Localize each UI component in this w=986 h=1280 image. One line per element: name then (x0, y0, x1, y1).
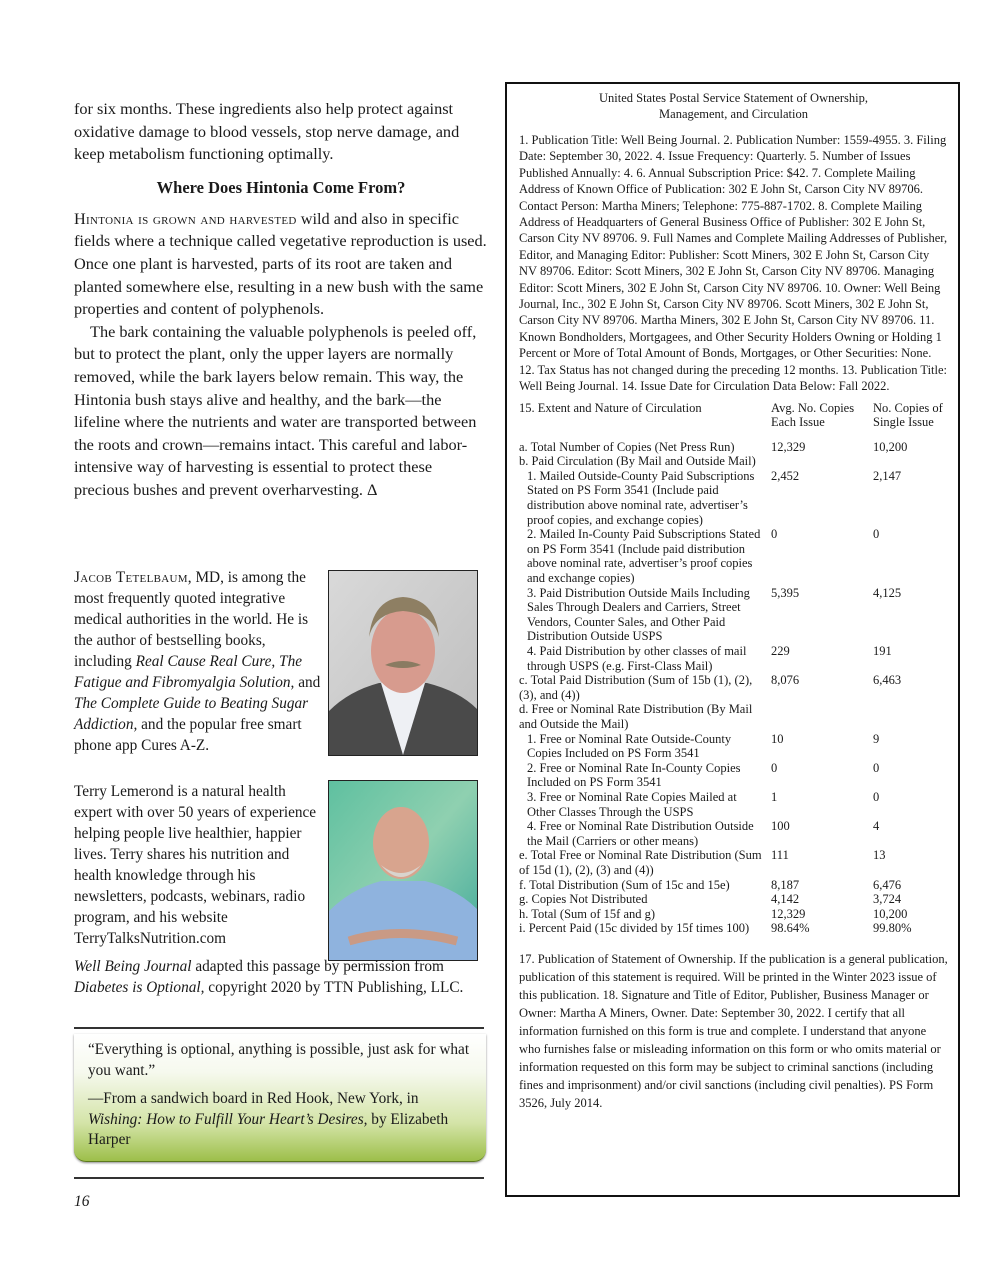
adaptation-credit: Well Being Journal adapted this passage by permission from Diabetes is Optional, copyright 2020 by TTN Publishing, LLC. (74, 958, 464, 996)
table-row: 4. Paid Distribution by other classes of mail through USPS (e.g. First-Class Mail) 229 191 (527, 644, 892, 673)
column-header: Avg. No. Copies Each Issue (771, 400, 855, 430)
divider-rule (74, 1177, 484, 1179)
statement-footer: 17. Publication of Statement of Ownership. If the publication is a general publication, publication of this statement is required. Will be printed in the Winter 2023 issue of this publication. 18. Signature and Title of Editor, Publisher, Business Manager or Owner: Martha A Miners, Owner. Date: September 30, 2022. I certify that all information furnished on this form is true and complete. I understand that anyone who furnishes false or misleading information on this form or who omits material or information requested on this form may be subject to criminal sanctions (including fines and imprisonment) and/or civil sanctions (including civil penalties). PS Form 3526, July 2014. (519, 951, 948, 1110)
circulation-table (519, 401, 948, 936)
author-bio-lemerond: Terry Lemerond is a natural health expert with over 50 years of experience helping people live healthier, happier lives. Terry shares his nutrition and health knowledge through his newsletters, podcasts, webinars, radio program, and his website TerryTalksNutrition.com (74, 783, 317, 947)
table-row: i. Percent Paid (15c divided by 15f times 100) 98.64% 99.80% (519, 921, 912, 936)
lead-in-smallcaps: Hintonia is grown and harvested (74, 208, 297, 228)
book-title: The Complete Guide to Beating Sugar Addiction, (74, 695, 309, 733)
journal-name: Well Being Journal (74, 958, 192, 975)
table-row: d. Free or Nominal Rate Distribution (By Mail and Outside the Mail) (519, 702, 753, 731)
table-row: 3. Free or Nominal Rate Copies Mailed at Other Classes Through the USPS 1 0 (527, 789, 880, 819)
book-title: Wishing: How to Fulfill Your Heart’s Desires, (88, 1110, 368, 1128)
usps-statement-box (505, 82, 960, 1197)
table-row: c. Total Paid Distribution (Sum of 15b (1), (2), (3), and (4)) 8,076 6,463 (519, 673, 902, 702)
book-title: Real Cause Real Cure, The Fatigue and Fibromyalgia Solution, (74, 653, 303, 691)
statement-body: 1. Publication Title: Well Being Journal. 2. Publication Number: 1559-4955. 3. Filing Date: September 30, 2022. 4. Issue Frequency: Quarterly. 5. Number of Issues Published Annually: 4. 6. Annual Subscription Price: $42. 7. Complete Mailing Address of Known Office of Publication: 302 E John St, Carson City NV 89706. Contact Person: Martha Miners; Telephone: 775-887-1702. 8. Complete Mailing Address of Headquarters of General Business Office of Publisher: 302 E John St, Carson City NV 89706. 9. Full Names and Complete Mailing Addresses of Publisher, Editor, and Managing Editor: Publisher: Scott Miners, 302 E John St, Carson City NV 89706. Editor: Scott Miners, 302 E John St, Carson City NV 89706. Managing Editor: Scott Miners, 302 E John St, Carson City NV 89706. 10. Owner: Well Being Journal, Inc., 302 E John St, Carson City NV 89706. Scott Miners, 302 E John St, Carson City NV 89706. Martha Miners, 302 E John St, Carson City NV 89706. 11. Known Bondholders, Mortgagees, and Other Security Holders Owning or Holding 1 Percent or More of Total Amount of Bonds, Mortgages, or Other Securities: None. 12. Tax Status has not changed during the preceding 12 months. 13. Publication Title: Well Being Journal. 14. Issue Date for Circulation Data Below: Fall 2022. (519, 133, 948, 394)
quote-source: —From a sandwich board in Red Hook, New York, in Wishing: How to Fulfill Your Heart’s Desires, by Elizabeth Harper (88, 1090, 449, 1148)
table-row: b. Paid Circulation (By Mail and Outside Mail) (519, 454, 756, 469)
table-row: h. Total (Sum of 15f and g) 12,329 10,200 (519, 906, 908, 921)
table-row: a. Total Number of Copies (Net Press Run) 12,329 10,200 (519, 439, 908, 454)
hintonia-paragraph (74, 208, 488, 321)
table-row: 4. Free or Nominal Rate Distribution Outside the Mail (Carriers or other means) 100 4 (527, 819, 880, 848)
table-row: g. Copies Not Distributed 4,142 3,724 (519, 892, 902, 907)
paragraph-text: wild and also in specific fields where a technique called vegetative reproduction is used. Once one plant is harvested, parts of its root are taken and planted somewhere else, resulting in a new bush with the same properties and content of polyphenols. (74, 208, 487, 319)
table-row: 3. Paid Distribution Outside Mails Including Sales Through Dealers and Carriers, Street Vendors, Counter Sales, and Other Paid Distribution Outside USPS 5,395 4,125 (527, 585, 902, 644)
table-row: 1. Free or Nominal Rate Outside-County Copies Included on PS Form 3541 10 9 (527, 731, 880, 761)
table-header-row (519, 401, 948, 440)
author-photo-lemerond (328, 780, 478, 961)
column-header: No. Copies of Single Issue (873, 400, 943, 430)
portrait-image (329, 781, 477, 960)
author-name: Jacob Tetelbaum (74, 569, 188, 586)
page-number: 16 (74, 1193, 90, 1210)
portrait-image (329, 571, 477, 755)
divider-rule (74, 1027, 484, 1029)
table-row: 2. Mailed In-County Paid Subscriptions Stated on PS Form 3541 (Include paid distribution above nominal rate, advertiser’s proof copies and exchange copies) 0 0 (527, 527, 880, 586)
author-bio-tetelbaum: Jacob Tetelbaum, MD, is among the most frequently quoted integrative medical authorities in the world. He is the author of bestselling books, including Real Cause Real Cure, The Fatigue and Fibromyalgia Solution, and The Complete Guide to Beating Sugar Addiction, and the popular free smart phone app Cures A-Z. (74, 569, 321, 754)
book-title: Diabetes is Optional, (74, 979, 205, 996)
statement-title: United States Postal Service Statement of Ownership, Management, and Circulation (598, 91, 869, 121)
table-row: 1. Mailed Outside-County Paid Subscriptions Stated on PS Form 3541 (Include paid distribution above nominal rate, advertiser’s proof copies, and exchange copies) 2,452 2,147 (527, 468, 902, 527)
table-row: e. Total Free or Nominal Rate Distribution (Sum of 15d (1), (2), (3) and (4)) 111 13 (519, 848, 886, 877)
bark-paragraph: The bark containing the valuable polyphenols is peeled off, but to protect the plant, only the upper layers are normally removed, while the bark layers below remain. This way, the Hintonia bush stays alive and healthy, and the bark—the lifeline where the nutrients and water are transported between the roots and crown—remains intact. This careful and labor-intensive way of harvesting is essential to protect these precious bushes and prevent overharvesting. Δ (74, 321, 477, 499)
intro-paragraph: for six months. These ingredients also help protect against oxidative damage to blood vessels, stop nerve damage, and keep metabolism functioning optimally. (74, 99, 460, 164)
author-photo-tetelbaum (328, 570, 478, 756)
table-row: f. Total Distribution (Sum of 15c and 15e) 8,187 6,476 (519, 877, 902, 892)
table-row: 2. Free or Nominal Rate In-County Copies Included on PS Form 3541 0 0 (527, 760, 880, 790)
section-heading: Where Does Hintonia Come From? (156, 177, 406, 197)
pull-quote-box (74, 1034, 486, 1162)
article-column (74, 98, 488, 502)
quote-text: “Everything is optional, anything is possible, just ask for what you want.” (88, 1041, 470, 1079)
column-header: 15. Extent and Nature of Circulation (519, 400, 702, 415)
